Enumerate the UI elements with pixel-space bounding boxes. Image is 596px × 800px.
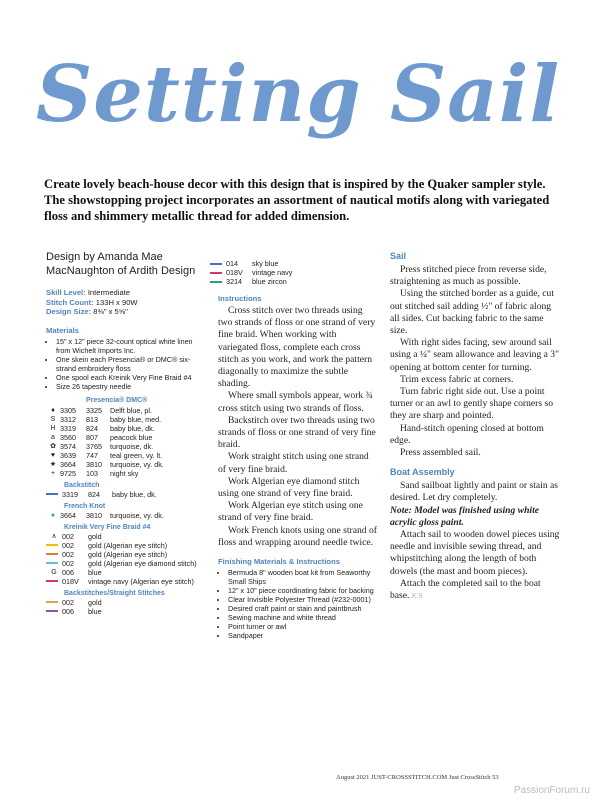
list-item: • Point turner or awl [228,622,378,631]
presencia-number: 3305 [60,405,76,415]
presencia-number: 3560 [60,432,76,442]
line-swatch [210,263,222,265]
sail-paragraph: Hand-stitch opening closed at bottom edge. [390,422,544,446]
key-header: Presencia® DMC® [86,396,148,404]
thread-number: 3319 [62,489,78,499]
sail-paragraph: Trim excess fabric at corners. [400,373,514,385]
watermark: PassionForum.ru [513,785,590,796]
boat-heading: Boat Assembly [390,467,455,478]
finishing-heading: Finishing Materials & Instructions [218,557,340,567]
list-item: • Sandpaper [228,631,378,640]
instruction-paragraph: Work French knots using one strand of floss and wrapping around needle twice. [218,524,377,548]
french-knot-heading: French Knot [64,502,106,510]
presencia-number: 3664 [60,459,76,469]
dmc-number: 824 [86,423,98,433]
dmc-number: 3810 [86,510,102,520]
key-row [46,541,206,550]
key-row [46,550,206,559]
list-item: • One skein each Presencia® or DMC® six-strand embroidery floss [56,355,206,373]
instruction-paragraph: Where small symbols appear, work ¾ cross stitch using two strands of floss. [218,390,373,414]
dmc-number: 3765 [86,441,102,451]
braid-number: 002 [62,531,74,541]
list-item: • Sewing machine and white thread [228,613,378,622]
key-symbol [46,559,62,564]
thread-number: 018V [226,268,243,277]
key-symbol: S [50,415,56,423]
key-symbol: ✿ [50,442,56,450]
assembly-column [390,251,560,602]
line-swatch [46,553,58,555]
braid-number: 002 [62,558,74,568]
key-row [46,607,206,616]
list-item: • Clear Invisible Polyester Thread (#232-0001) [228,595,378,604]
sail-heading: Sail [390,251,407,261]
braid-number: 002 [62,540,74,550]
instructions-column [218,259,378,640]
key-row [46,424,206,433]
kreinik-key [46,532,206,586]
instruction-paragraph: Cross stitch over two threads using two strands of floss or one strand of very fine braid. When working with variegated floss, complete each cross stitch as you work, and work the pattern diagonally to maximize the subtle shading. [218,305,376,390]
boat-paragraph: Attach sail to wooden dowel pieces using needle and invisible sewing thread, and whipstitching along the length of both dowels (the mast and boom pieces). [390,529,560,577]
finishing-list [218,568,378,640]
dmc-number: 824 [88,489,100,499]
key-row [46,433,206,442]
color-name: baby blue, med. [110,414,162,424]
stitch-line [210,263,226,265]
key-symbol: ♥ [50,451,56,459]
key-row [46,469,206,478]
page-title: Setting Sail [35,49,561,140]
line-swatch [46,601,58,603]
french-knot-key [46,511,206,520]
key-row [210,277,378,286]
boat-note: Note: Model was finished using white acrylic gloss paint. [390,504,539,528]
key-row [46,460,206,469]
sail-paragraph: Turn fabric right side out. Use a point turner or an awl to gently shape corners so they are sharp and pointed. [390,386,554,422]
instructions-text [218,305,378,549]
key-symbol: ♦ [51,406,55,414]
color-name: teal green, vy. lt. [110,450,163,460]
cross-stitch-key [46,406,206,478]
key-symbol [46,577,62,582]
line-swatch [46,610,58,612]
dmc-number: 103 [86,468,98,478]
key-row [46,577,206,586]
thread-number: 3214 [226,277,242,286]
key-symbol: G [51,568,57,576]
key-row [46,568,206,577]
key-row [46,442,206,451]
instruction-paragraph: Work Algerian eye diamond stitch using one strand of very fine braid. [218,475,360,500]
color-name: turquoise, dk. [110,441,154,451]
line-swatch [46,580,58,582]
stitch-line [46,493,62,495]
intro-text: Create lovely beach-house decor with this design that is inspired by the Quaker sampler style. The showstopping project incorporates an assortment of nautical motifs along with variegated floss and shimmery metallic thread for added dimension. [44,177,550,223]
color-name: sky blue [252,259,279,268]
instruction-paragraph: Work straight stitch using one strand of very fine braid. [218,451,369,475]
backstitch-key [46,490,206,499]
color-name: blue [88,606,102,616]
backstitch-heading: Backstitch [64,481,100,489]
dmc-number: 3810 [86,459,102,469]
thread-number: 002 [62,597,74,607]
sail-paragraph: Press stitched piece from reverse side, straightening as much as possible. [390,264,547,288]
color-name: night sky [110,468,139,478]
project-meta: Skill Level: Intermediate Stitch Count: 133H x 90W Design Size: 8⅜" x 5⅝" [46,288,138,317]
color-name: gold [88,597,102,607]
color-name: gold (Algerian eye stitch) [88,540,168,550]
color-name: vintage navy (Algerian eye stitch) [88,576,194,586]
boat-paragraph: Attach the completed sail to the boat base. JCS [390,577,541,602]
presencia-number: 3312 [60,414,76,424]
dmc-number: 3325 [86,405,102,415]
presencia-number: 9725 [60,468,76,478]
key-symbol [46,550,62,555]
instruction-paragraph: Work Algerian eye stitch using one strand of very fine braid. [218,500,363,524]
color-name: peacock blue [110,432,153,442]
key-row [46,559,206,568]
sail-paragraph: Press assembled sail. [400,447,481,459]
list-item: • One spool each Kreinik Very Fine Braid #4 [56,373,206,382]
materials-list [46,337,206,391]
knot-dot: ● [50,511,56,519]
thread-number: 006 [62,606,74,616]
stitch-line [210,272,226,274]
kreinik-key-continued [210,259,378,286]
designer-credit: Design by Amanda Mae MacNaughton of Ardith Design [46,251,196,277]
color-name: blue zircon [252,277,287,286]
stitch-line [210,281,226,283]
line-swatch [210,272,222,274]
page-footer: August 2021 JUST-CROSSSTITCH.COM Just CrossStitch 53 [336,774,499,781]
list-item: • Size 26 tapestry needle [56,382,206,391]
key-row [46,598,206,607]
color-name: turquoise, vy. dk. [110,510,164,520]
key-column [46,250,206,616]
list-item: • Bermuda 8" wooden boat kit from Seaworthy Small Ships [228,568,378,586]
list-item: • Desired craft paint or stain and paintbrush [228,604,378,613]
color-name: gold (Algerian eye diamond stitch) [88,558,197,568]
key-symbol [46,541,62,546]
key-row [210,268,378,277]
dmc-number: 807 [86,432,98,442]
key-symbol: + [50,469,56,477]
color-name: Delft blue, pl. [110,405,152,415]
key-row [46,415,206,424]
braid-number: 002 [62,549,74,559]
presencia-number: 3639 [60,450,76,460]
key-row [46,532,206,541]
kreinik-heading: Kreinik Very Fine Braid #4 [64,523,151,531]
list-item: • 15" x 12" piece 32-count optical white linen from Wichelt Imports Inc. [56,337,206,355]
key-symbol: a [51,433,55,441]
materials-heading: Materials [46,325,79,335]
boat-text: Sand sailboat lightly and paint or stain as desired. Let dry completely. Note: Model was finished using white acrylic gloss paint. Attach sail to wooden dowel pieces using needle and invisible sewing thread, and whipstitching along the length of both dowels (the mast and boom pieces). Attach the completed sail to the boat base. JCS [390,480,560,602]
sail-text [390,264,560,459]
line-swatch [210,281,222,283]
instruction-paragraph: Backstitch over two threads using two strands of floss or one strand of very fine braid. [218,414,376,451]
presencia-number: 3574 [60,441,76,451]
key-row [46,451,206,460]
line-swatch [46,544,58,546]
braid-number: 018V [62,576,79,586]
color-name: baby blue, dk. [110,423,155,433]
key-row [210,259,378,268]
end-mark: JCS [409,592,423,601]
color-name: gold [88,531,102,541]
color-name: vintage navy [252,268,293,277]
instructions-heading: Instructions [218,294,262,303]
color-name: blue [88,567,102,577]
stitch-line [46,601,62,603]
key-row [46,406,206,415]
straight-stitch-heading: Backstitches/Straight Stitches [64,589,165,597]
key-row [46,511,206,520]
line-swatch [46,562,58,564]
color-name: gold (Algerian eye stitch) [88,549,168,559]
dmc-number: 747 [86,450,98,460]
color-name: turquoise, vy. dk. [110,459,164,469]
key-symbol: ★ [49,460,57,468]
key-symbol: H [50,424,56,432]
color-name: baby blue, dk. [112,489,157,499]
sail-paragraph: Using the stitched border as a guide, cut out stitched sail adding ½" of fabric along all sides. Cut backing fabric to the same size. [390,288,554,337]
stitch-line [46,610,62,612]
dmc-number: 813 [86,414,98,424]
braid-number: 006 [62,567,74,577]
presencia-number: 3664 [60,510,76,520]
straight-stitch-key [46,598,206,616]
presencia-number: 3319 [60,423,76,433]
thread-number: 014 [226,259,238,268]
sail-paragraph: With right sides facing, sew around sail using a ¼" seam allowance and leaving a 3" opening at bottom center for turning. [390,337,560,373]
line-swatch [46,493,58,495]
key-symbol: ∧ [51,532,57,540]
list-item: • 12" x 10" piece coordinating fabric for backing [228,586,378,595]
key-row [46,490,206,499]
